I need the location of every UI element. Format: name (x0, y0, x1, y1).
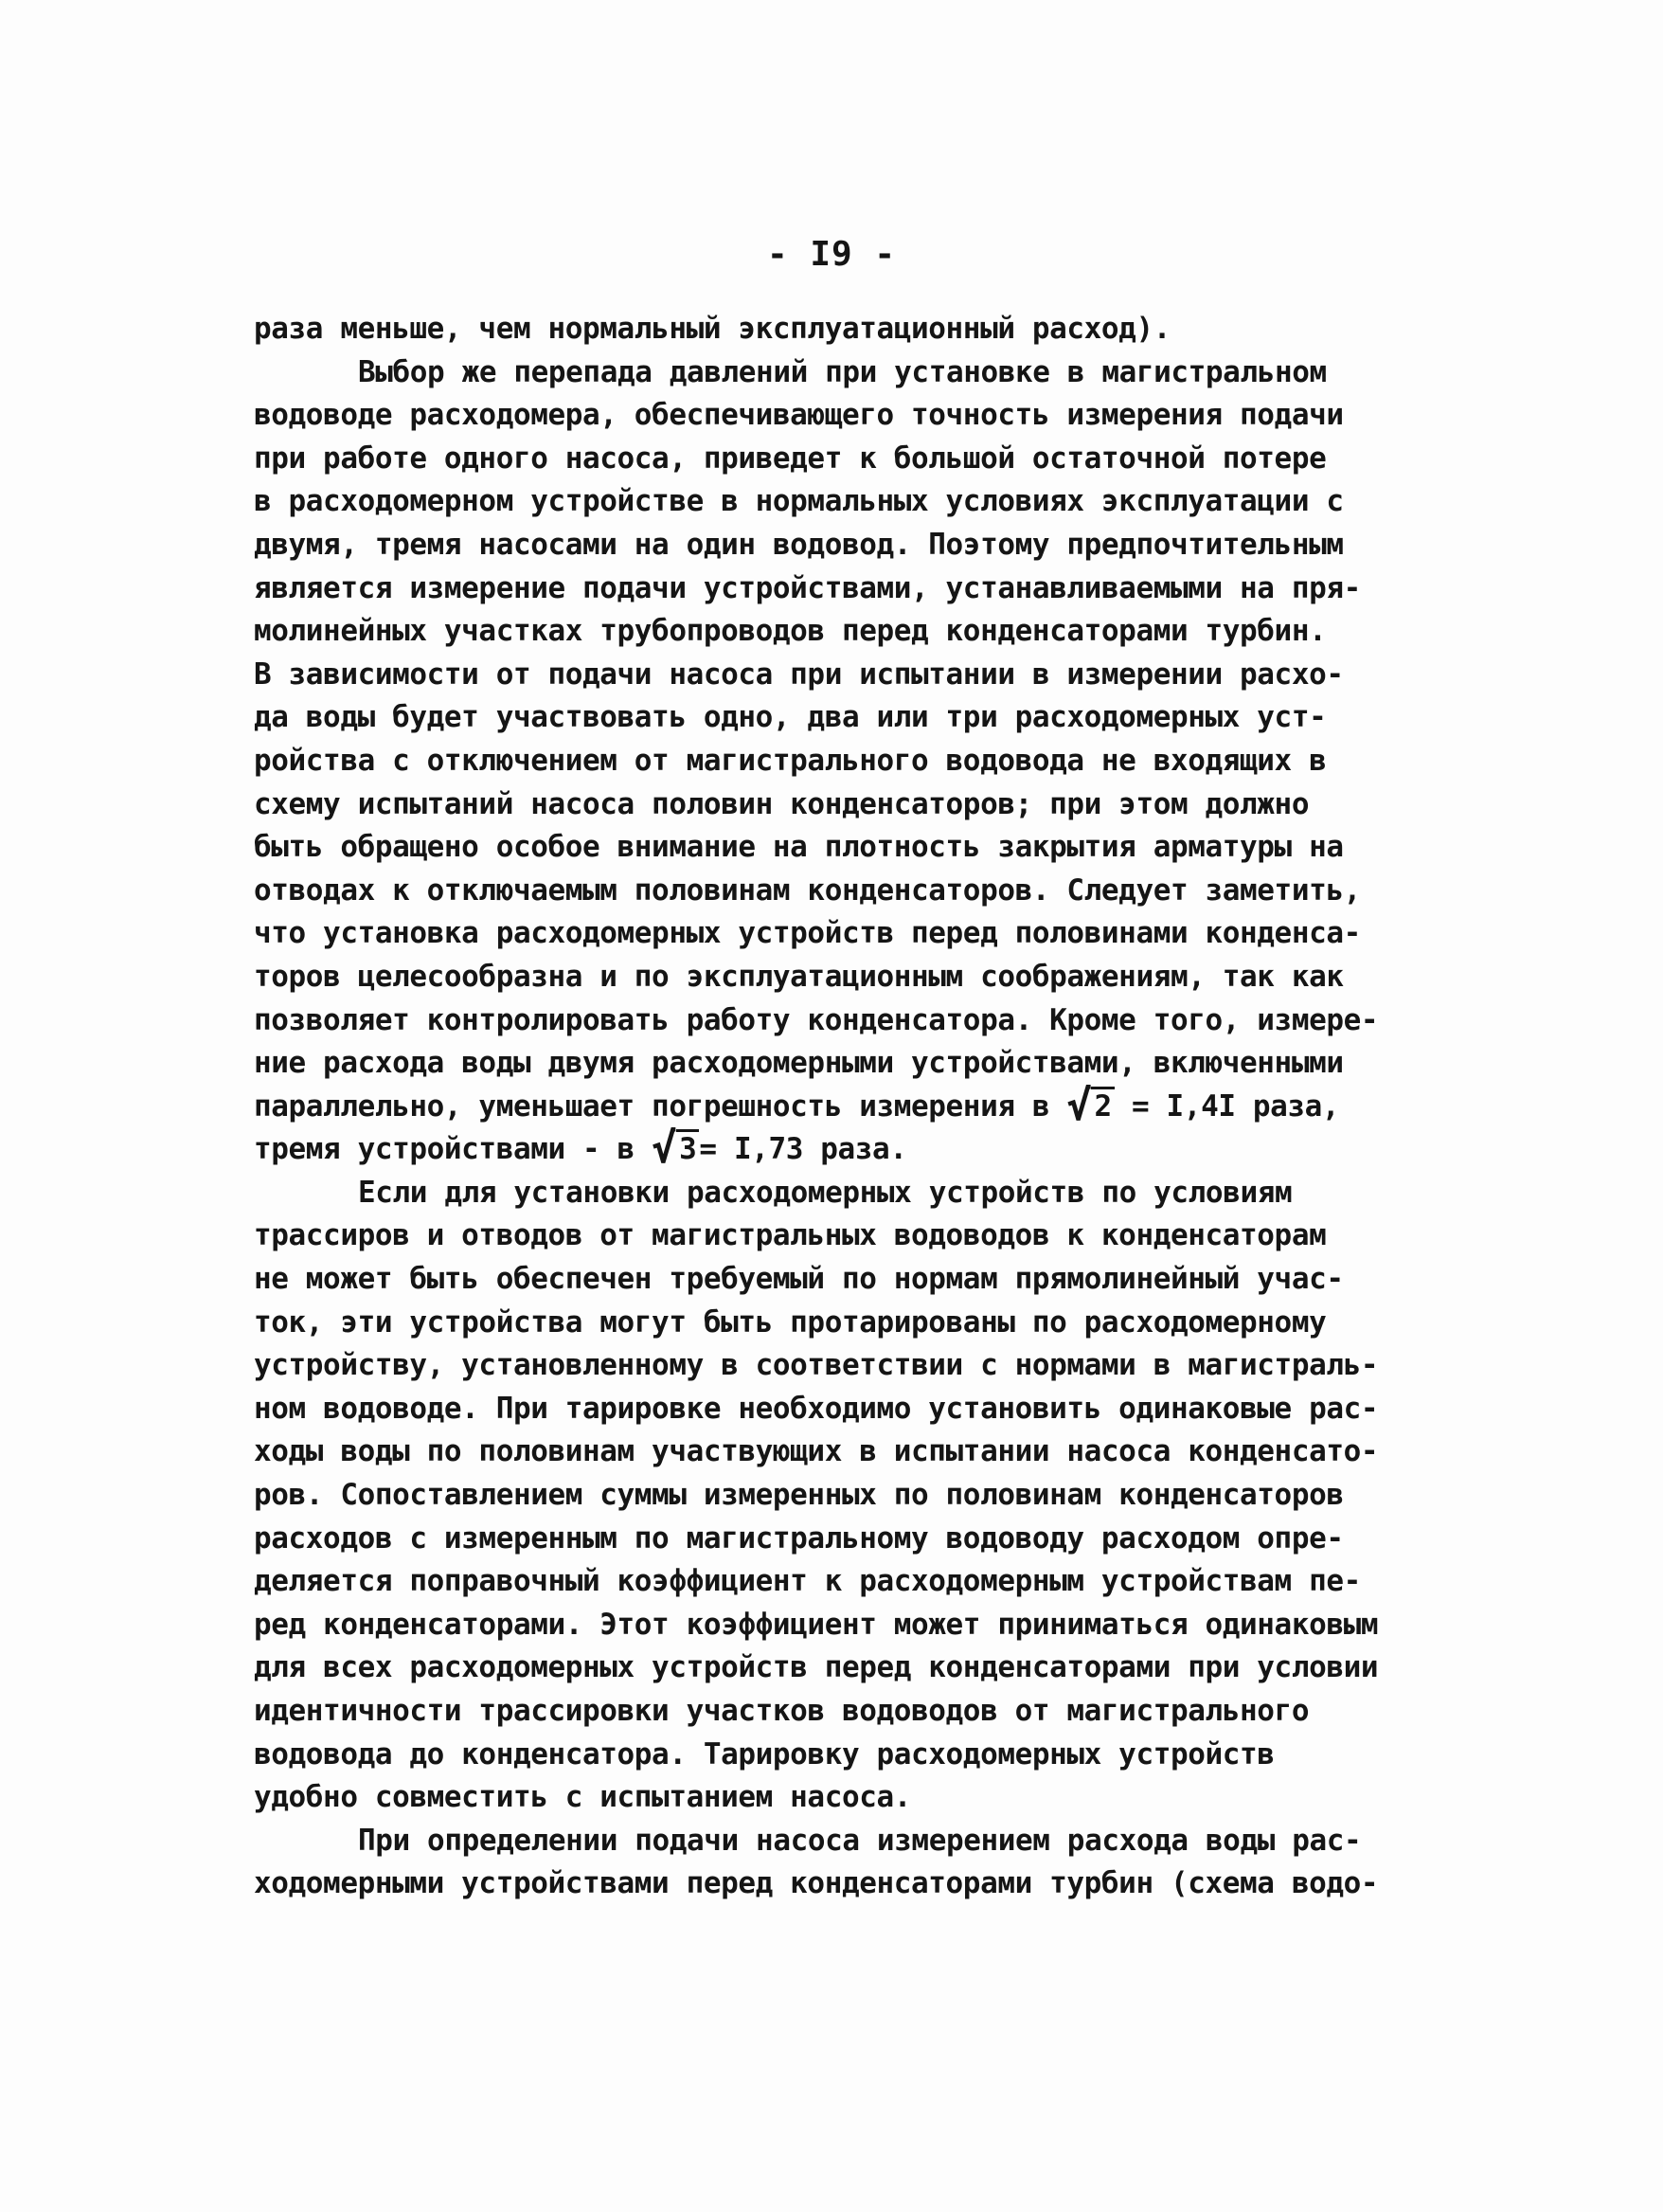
radicand: 2 (1091, 1087, 1114, 1124)
text-line: ном водоводе. При тарировке необходимо установить одинаковые рас- (254, 1391, 1379, 1426)
paragraph-start-line: Если для установки расходомерных устройств по условиям (358, 1175, 1293, 1210)
radical-sign-icon: √ (652, 1124, 677, 1174)
text-line: идентичности трассировки участков водоводов от магистрального (254, 1694, 1310, 1728)
text-line: схему испытаний насоса половин конденсаторов; при этом должно (254, 786, 1310, 821)
text-line: позволяет контролировать работу конденсатора. Кроме того, измере- (254, 1002, 1379, 1037)
text-line: трассиров и отводов от магистральных водоводов к конденсаторам (254, 1218, 1327, 1253)
text-line: водоводе расходомера, обеспечивающего точность измерения подачи (254, 398, 1344, 433)
text-line: молинейных участках трубопроводов перед конденсаторами турбин. (254, 614, 1327, 649)
text-line: деляется поправочный коэффициент к расходомерным устройствам пе- (254, 1564, 1361, 1599)
page-number: - I9 - (766, 235, 897, 274)
text-line: торов целесообразна и по эксплуатационным соображениям, так как (254, 959, 1344, 994)
formula-text-before: тремя устройствами - в (254, 1132, 653, 1167)
text-line: не может быть обеспечен требуемый по нормам прямолинейный учас- (254, 1262, 1344, 1297)
paragraph-start-line: Выбор же перепада давлений при установке в магистральном (358, 354, 1327, 389)
text-line: ходомерными устройствами перед конденсаторами турбин (схема водо- (254, 1866, 1379, 1901)
text-line: В зависимости от подачи насоса при испытании в измерении расхо- (254, 656, 1344, 692)
text-line: ред конденсаторами. Этот коэффициент может приниматься одинаковым (254, 1607, 1379, 1642)
sqrt-formula-line (254, 1081, 1485, 1130)
text-line: что установка расходомерных устройств перед половинами конденса- (254, 916, 1361, 951)
text-line: для всех расходомерных устройств перед конденсаторами при условии (254, 1650, 1379, 1685)
square-root-2 (1066, 1081, 1114, 1130)
text-line: ние расхода воды двумя расходомерными устройствами, включенными (254, 1046, 1344, 1081)
text-line: ров. Сопоставлением суммы измеренных по половинам конденсаторов (254, 1478, 1344, 1513)
text-line: отводах к отключаемым половинам конденсаторов. Следует заметить, (254, 872, 1361, 908)
body-text (254, 308, 1485, 1906)
text-line: устройству, установленному в соответствии с нормами в магистраль- (254, 1348, 1379, 1383)
text-line: раза меньше, чем нормальный эксплуатационный расход). (254, 312, 1171, 346)
text-line: при работе одного насоса, приведет к большой остаточной потере (254, 441, 1327, 476)
formula-text-before: параллельно, уменьшает погрешность измерения в (254, 1088, 1067, 1124)
formula-text-after: = I,4I раза, (1114, 1088, 1340, 1124)
text-line: да воды будет участвовать одно, два или три расходомерных уст- (254, 700, 1327, 735)
text-line: является измерение подачи устройствами, устанавливаемыми на пря- (254, 570, 1361, 605)
square-root-3 (652, 1124, 699, 1174)
formula-text-after: = I,73 раза. (699, 1132, 907, 1167)
text-line: быть обращено особое внимание на плотность закрытия арматуры на (254, 830, 1344, 865)
text-line: ток, эти устройства могут быть протарированы по расходомерному (254, 1304, 1327, 1340)
radicand: 3 (676, 1129, 699, 1166)
paragraph-start-line: При определении подачи насоса измерением расхода воды рас- (358, 1823, 1362, 1858)
text-line: удобно совместить с испытанием насоса. (254, 1780, 912, 1815)
text-line: двумя, тремя насосами на один водовод. Поэтому предпочтительным (254, 527, 1344, 562)
text-line: ходы воды по половинам участвующих в испытании насоса конденсато- (254, 1434, 1379, 1469)
text-line: водовода до конденсатора. Тарировку расходомерных устройств (254, 1736, 1275, 1771)
sqrt-formula-line (254, 1124, 1485, 1174)
text-line: ройства с отключением от магистрального водовода не входящих в (254, 743, 1327, 778)
radical-sign-icon: √ (1066, 1081, 1092, 1130)
text-line: в расходомерном устройстве в нормальных условиях эксплуатации с (254, 484, 1344, 519)
text-line: расходов с измеренным по магистральному водоводу расходом опре- (254, 1520, 1344, 1556)
